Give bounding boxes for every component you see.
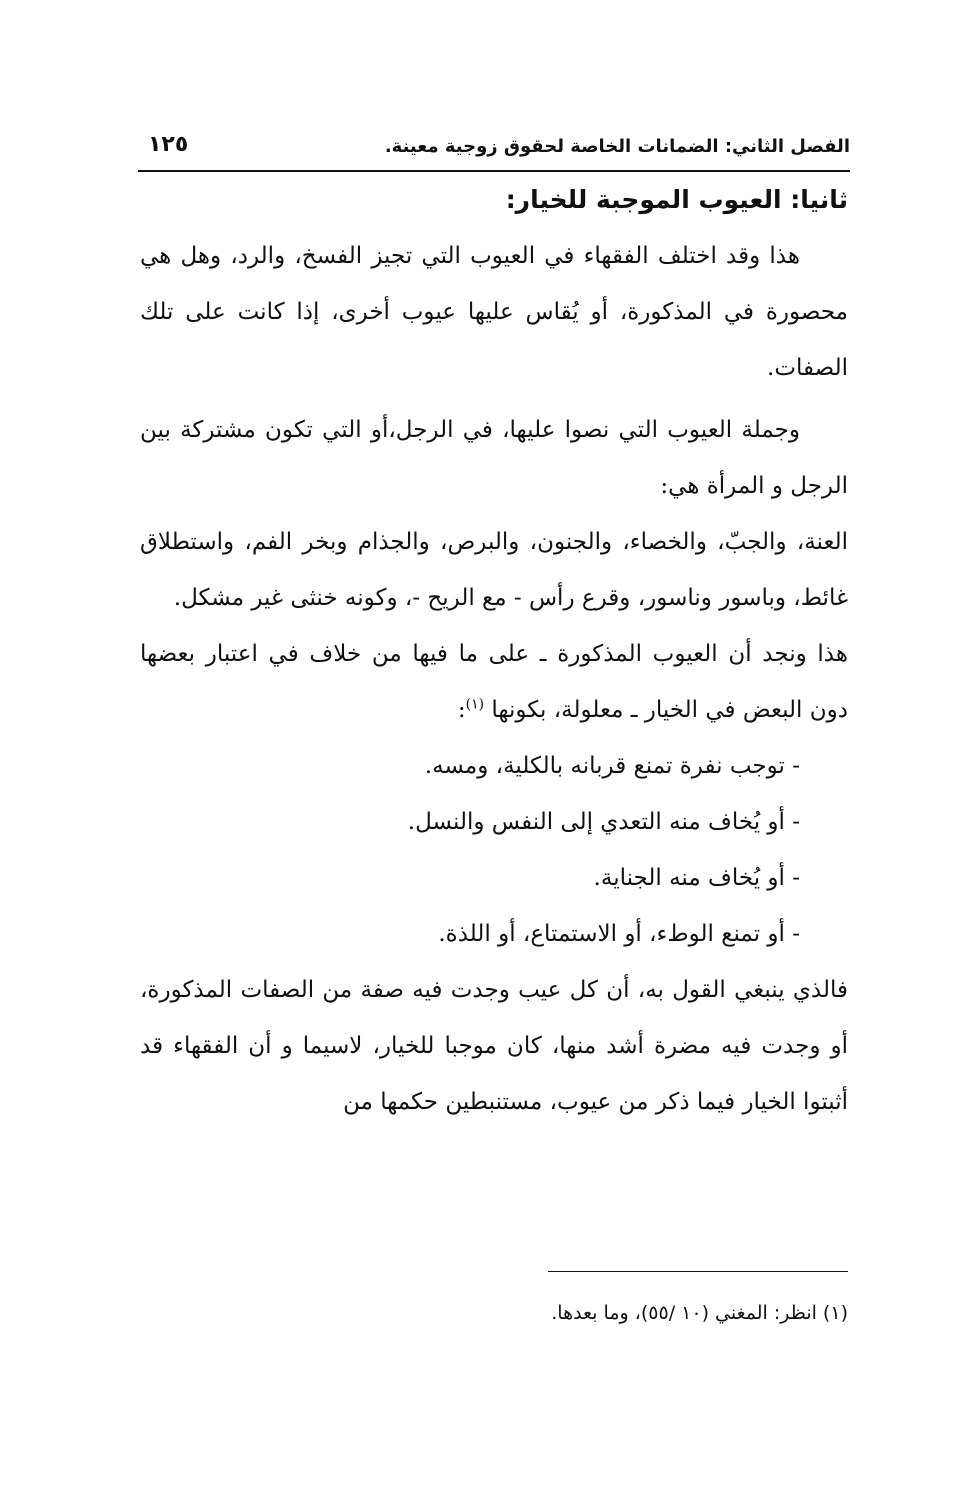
paragraph-3: العنة، والجبّ، والخصاء، والجنون، والبرص، والجذام وبخر الفم، واستطلاق غائط، وباسور وناسور، وقرع رأس - مع الريح -، وكونه خنثى غير مشكل. [140,529,848,611]
section-heading: ثانيا: العيوب الموجبة للخيار: [505,185,848,214]
paragraph-5: فالذي ينبغي القول به، أن كل عيب وجدت فيه صفة من الصفات المذكورة، أو وجدت فيه مضرة أشد منها، كان موجبا للخيار، لاسيما و أن الفقهاء قد أثبتوا الخيار فيما ذكر من عيوب، مستنبطين حكمها من [140,977,848,1115]
bullet-item: - أو يُخاف منه الجناية. [593,865,800,891]
running-head [138,130,850,170]
main-text [140,174,848,1130]
footnote: (١) انظر: المغني (١٠ /٥٥)، وما بعدها. [551,1302,848,1324]
header-rule [138,170,850,172]
paragraph-4-colon: : [457,697,466,723]
running-head-title: الفصل الثاني: الضمانات الخاصة لحقوق زوجية معينة. [384,136,850,157]
footnote-reference[interactable]: (١) [465,696,485,713]
paragraph-4 [140,626,848,738]
footnote-rule [548,1271,848,1272]
paragraph-4-text: هذا ونجد أن العيوب المذكورة ـ على ما فيها من خلاف في اعتبار بعضها دون البعض في الخيار ـ معلولة، بكونها [140,641,848,723]
bullet-item: - توجب نفرة تمنع قربانه بالكلية، ومسه. [424,753,800,779]
paragraph-2: وجملة العيوب التي نصوا عليها، في الرجل،أو التي تكون مشتركة بين الرجل و المرأة هي: [140,417,848,499]
paragraph-1: هذا وقد اختلف الفقهاء في العيوب التي تجيز الفسخ، والرد، وهل هي محصورة في المذكورة، أو يُقاس عليها عيوب أخرى، إذا كانت على تلك الصفات. [140,243,848,381]
page-number: ١٢٥ [148,132,189,157]
bullet-item: - أو يُخاف منه التعدي إلى النفس والنسل. [407,809,800,835]
bullet-item: - أو تمنع الوطء، أو الاستمتاع، أو اللذة. [438,921,800,947]
